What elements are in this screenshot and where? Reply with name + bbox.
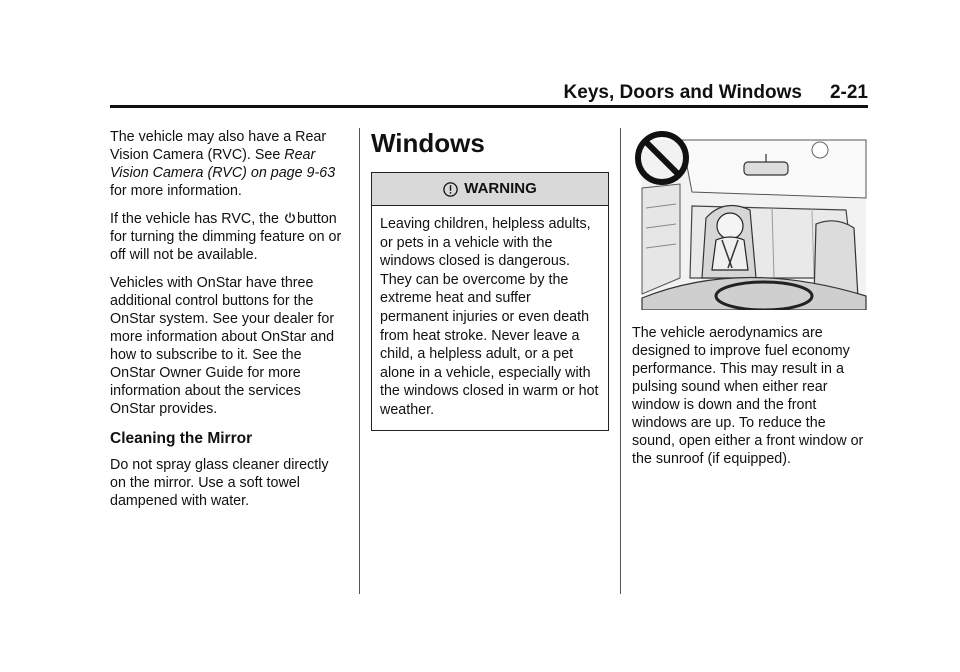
cross-reference-rvc: Rear Vision Camera (RVC) on page 9-63 [110, 147, 336, 181]
paragraph-onstar: Vehicles with OnStar have three additional control buttons for the OnStar system. See your dealer for more information about OnStar and how to subscribe to it. See the OnStar Owner Guide for more information about the services OnStar provides. [110, 275, 335, 417]
paragraph-rvc-button [110, 210, 348, 264]
child-left-in-car-prohibited-illustration [632, 128, 868, 310]
column-middle [371, 128, 609, 431]
paragraph-rvc-tail: for more information. [110, 183, 242, 199]
page-header [0, 82, 868, 104]
section-title-windows: Windows [371, 128, 485, 158]
warning-icon [443, 182, 458, 197]
column-right [632, 128, 868, 478]
warning-text: Leaving children, helpless adults, or pets in a vehicle with the windows closed is dangerous. They can be overcome by the extreme heat and suffer permanent injuries or even death from heat stroke. Never leave a child, a helpless adult, or a pet alone in a vehicle, especially with the windows closed in warm or hot weather. [380, 216, 599, 418]
paragraph-aerodynamics: The vehicle aerodynamics are designed to improve fuel economy performance. This may result in a pulsing sound when either rear window is down and the front windows are up. To reduce the sound, open either a front window or the sunroof (if equipped). [632, 325, 864, 467]
header-rule [110, 105, 868, 108]
column-left [110, 128, 348, 520]
column-divider-2 [620, 128, 621, 594]
header-section-title: Keys, Doors and Windows [563, 82, 802, 103]
header-page-number: 2-21 [829, 82, 868, 103]
warning-header [372, 173, 608, 206]
column-divider-1 [359, 128, 360, 594]
paragraph-rvc-button-pre: If the vehicle has RVC, the [110, 211, 283, 227]
warning-box [371, 172, 609, 431]
paragraph-rvc-text: The vehicle may also have a Rear Vision Camera (RVC). See [110, 129, 327, 163]
paragraph-cleaning: Do not spray glass cleaner directly on the mirror. Use a soft towel dampened with water. [110, 457, 329, 509]
paragraph-rvc [110, 128, 348, 200]
warning-label: WARNING [464, 180, 537, 197]
power-icon [284, 212, 296, 224]
subheading-cleaning-mirror: Cleaning the Mirror [110, 430, 253, 447]
paragraph-rvc-button-post: button for turning the dimming feature on or off will not be available. [110, 211, 342, 263]
